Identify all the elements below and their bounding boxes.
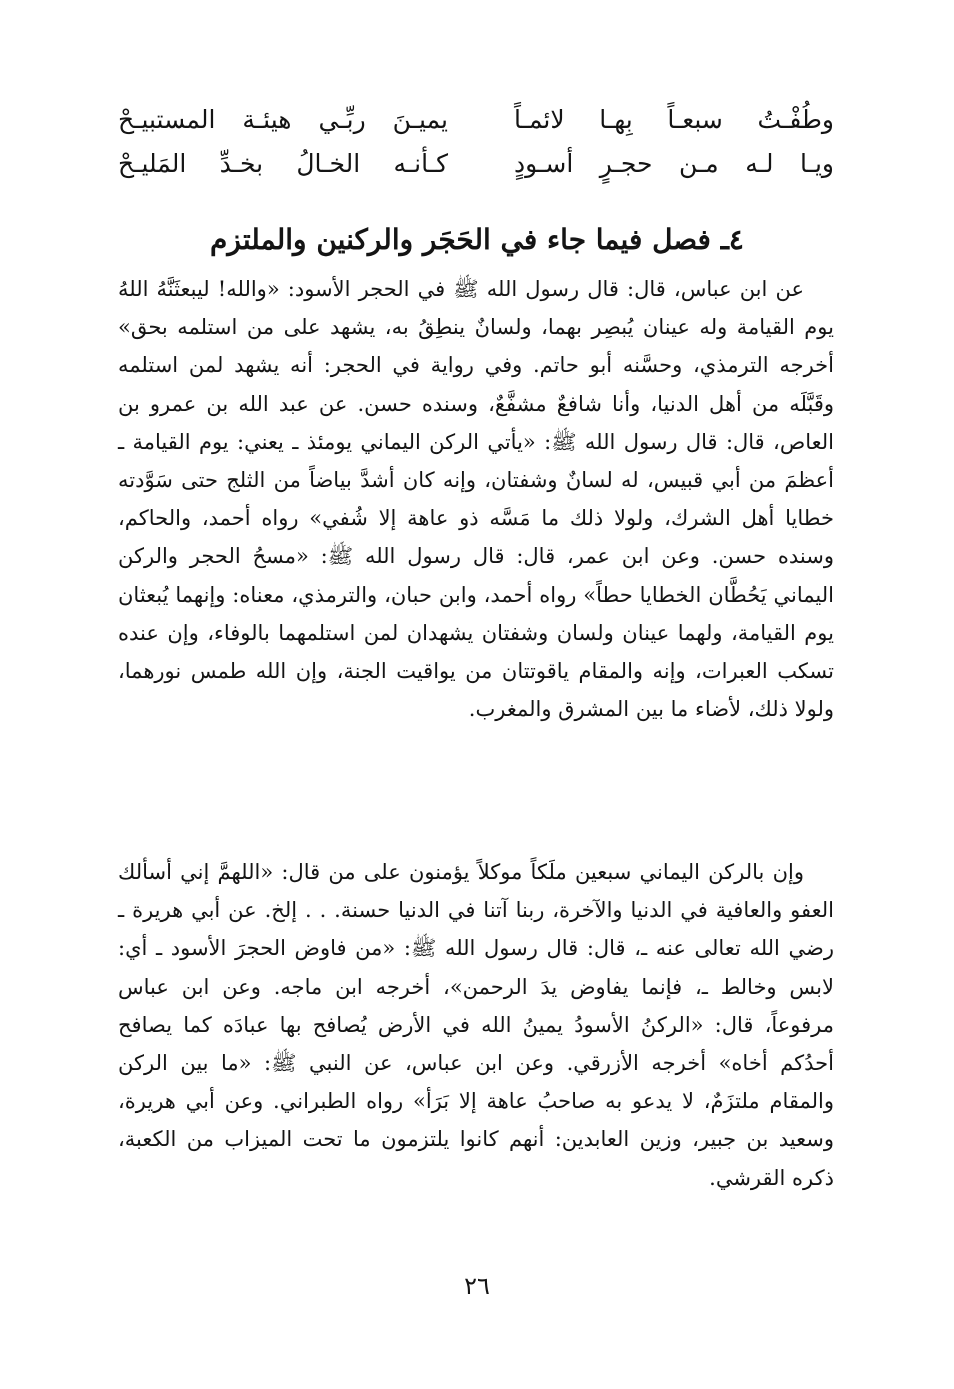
section-heading: ٤ـ فصل فيما جاء في الحَجَر والركنين والملتزم [210, 223, 744, 256]
paragraph-2-text: وإن بالركن اليماني سبعين ملَكاً موكلاً يؤمنون على من قال: «اللهمَّ إني أسألك العفو والعافية في الدنيا والآخرة، ربنا آتنا في الدنيا حسنة. . . إلخ. عن أبي هريرة ـ رضي الله تعالى عنه ـ، قال: قال رسول الله ﷺ: «من فاوض الحجرَ الأسود ـ أي: لابس وخالط ـ، فإنما يفاوض يدَ الرحمن»، أخرجه ابن ماجه. وعن ابن عباس مرفوعاً، قال: «الركنُ الأسودُ يمينُ الله في الأرض يُصافح بها عبادَه كما يصافح أحدُكم أخاه» أخرجه الأزرقي. وعن ابن عباس، عن النبي ﷺ: «ما بين الركن والمقام ملتزَمٌ، لا يدعو به صاحبُ عاهة إلا بَرَأ» رواه الطبراني. وعن أبي هريرة، وسعيد بن جبير، وزين العابدين: أنهم كانوا يلتزمون ما تحت الميزاب من الكعبة، ذكره القرشي. [118, 860, 834, 1190]
verse-2-second-hemistich: كـأنـه الخـالُ بخـدِّ المَليـحْ [118, 149, 448, 178]
paragraph-1 [118, 270, 834, 728]
verse-2-first-hemistich: ويـا لـه مـن حجـرٍ أسـودٍ [514, 149, 834, 178]
poem-verse-1 [118, 100, 834, 140]
paragraph-2 [118, 853, 834, 1197]
page-number: ٢٦ [464, 1272, 490, 1300]
poem-verse-2 [118, 144, 834, 184]
paragraph-1-text: عن ابن عباس، قال: قال رسول الله ﷺ في الحجر الأسود: «والله! ليبعثَنَّهُ اللهُ يوم القيامة وله عينان يُبصِر بهما، ولسانٌ ينطِقُ به، يشهد على من استلمه بحق» أخرجه الترمذي، وحسَّنه أبو حاتم. وفي رواية في الحجر: أنه يشهد لمن استلمه وقَبَّلَه من أهل الدنيا، وأنا شافعٌ مشفَّعٌ، وسنده حسن. عن عبد الله بن عمرو بن العاص، قال: قال رسول الله ﷺ: «يأتي الركن اليماني يومئذ ـ يعني: يوم القيامة ـ أعظمَ من أبي قبيس، له لسانٌ وشفتان، وإنه كان أشدَّ بياضاً من الثلج حتى سَوَّدته خطايا أهل الشرك، ولولا ذلك ما مَسَّه ذو عاهة إلا شُفي» رواه أحمد، والحاكم، وسنده حسن. وعن ابن عمر، قال: قال رسول الله ﷺ: «مسحُ الحجر والركن اليماني يَحُطَّان الخطايا حطاً» رواه أحمد، وابن حبان، والترمذي، معناه: وإنهما يُبعثان يوم القيامة، ولهما عينان ولسان وشفتان يشهدان لمن استلمهما بالوفاء، وإن عنده تسكب العبرات، وإنه والمقام ياقوتتان من يواقيت الجنة، وإن الله طمس نورهما، ولولا ذلك، لأضاء ما بين المشرق والمغرب. [118, 277, 834, 722]
verse-1-first-hemistich: وطُفْـتُ سبعـاً بِهـا لائمـاً [514, 105, 834, 134]
verse-1-second-hemistich: يميـنَ ربِّـي هيئـة المستبيـحْ [118, 105, 448, 134]
